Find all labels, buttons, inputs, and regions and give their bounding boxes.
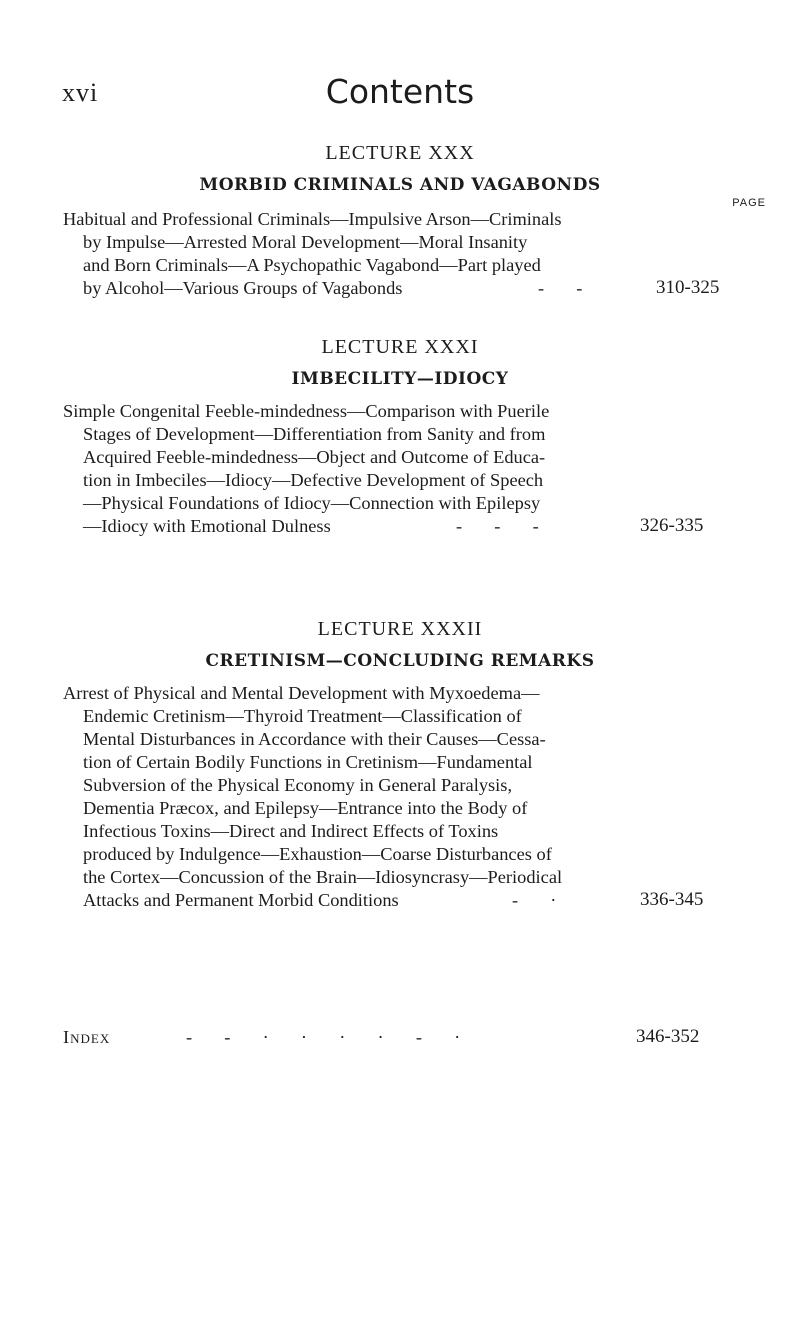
summary-line: Infectious Toxins—Direct and Indirect Effects of Toxins bbox=[83, 821, 499, 841]
leader-dots: - - - bbox=[456, 516, 539, 536]
summary-line: Dementia Præcox, and Epilepsy—Entrance into the Body of bbox=[83, 798, 528, 818]
page-range: 326-335 bbox=[640, 515, 704, 536]
summary-line: Subversion of the Physical Economy in General Paralysis, bbox=[83, 775, 513, 795]
summary-line: tion of Certain Bodily Functions in Cretinism—Fundamental bbox=[83, 752, 533, 772]
summary-line: by Impulse—Arrested Moral Development—Moral Insanity bbox=[83, 232, 528, 252]
summary-line: Arrest of Physical and Mental Development with Myxoedema— bbox=[63, 683, 540, 703]
lecture-section bbox=[0, 336, 800, 389]
page-column-label: PAGE bbox=[732, 197, 766, 209]
leader-dots: - · bbox=[512, 890, 557, 910]
summary-line: Stages of Development—Differentiation from Sanity and from bbox=[83, 424, 546, 444]
summary-line: Mental Disturbances in Accordance with their Causes—Cessa- bbox=[83, 729, 546, 749]
summary-line: produced by Indulgence—Exhaustion—Coarse Disturbances of bbox=[83, 844, 552, 864]
page-range: 310-325 bbox=[656, 277, 720, 298]
summary-line: tion in Imbeciles—Idiocy—Defective Development of Speech bbox=[83, 470, 544, 490]
summary-line: Acquired Feeble-mindedness—Object and Outcome of Educa- bbox=[83, 447, 546, 467]
page-range: 346-352 bbox=[636, 1026, 700, 1047]
lecture-section bbox=[0, 142, 800, 195]
lecture-subtitle: IMBECILITY—IDIOCY bbox=[291, 369, 509, 389]
summary-line: Endemic Cretinism—Thyroid Treatment—Classification of bbox=[83, 706, 522, 726]
summary-line: Simple Congenital Feeble-mindedness—Comparison with Puerile bbox=[63, 401, 550, 421]
summary-line: Attacks and Permanent Morbid Conditions bbox=[83, 890, 399, 910]
summary-line: Habitual and Professional Criminals—Impulsive Arson—Criminals bbox=[63, 209, 562, 229]
lecture-heading: LECTURE XXXII bbox=[317, 618, 483, 640]
leader-dots: - - · · · · - · bbox=[186, 1027, 461, 1047]
leader-dots: - - bbox=[538, 278, 583, 298]
page-title: Contents bbox=[325, 72, 475, 111]
lecture-subtitle: MORBID CRIMINALS AND VAGABONDS bbox=[199, 175, 601, 195]
summary-line: by Alcohol—Various Groups of Vagabonds bbox=[83, 278, 403, 298]
summary-line: —Idiocy with Emotional Dulness bbox=[83, 516, 331, 536]
summary-line: the Cortex—Concussion of the Brain—Idiosyncrasy—Periodical bbox=[83, 867, 563, 887]
page-folio: xvi bbox=[62, 78, 99, 107]
page-range: 336-345 bbox=[640, 889, 704, 910]
index-label: Index bbox=[63, 1027, 111, 1047]
summary-line: —Physical Foundations of Idiocy—Connection with Epilepsy bbox=[83, 493, 541, 513]
running-head bbox=[0, 72, 800, 112]
summary-line: and Born Criminals—A Psychopathic Vagabond—Part played bbox=[83, 255, 541, 275]
lecture-subtitle: CRETINISM—CONCLUDING REMARKS bbox=[205, 651, 595, 671]
lecture-section bbox=[0, 618, 800, 671]
lecture-heading: LECTURE XXX bbox=[325, 142, 475, 164]
lecture-heading: LECTURE XXXI bbox=[321, 336, 479, 358]
